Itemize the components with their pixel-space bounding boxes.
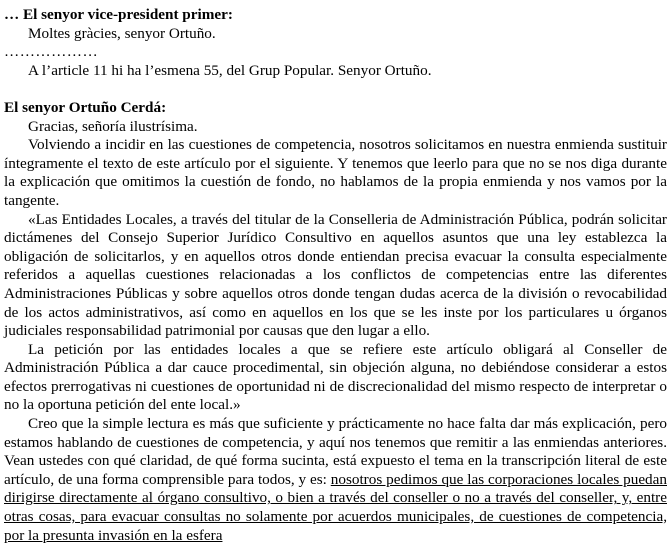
conclusion-underlined-text: nosotros pedimos que las corporaciones locales puedan dirigirse directamente al órgano consultivo, o bien a través del conseller o no a través del conseller, y, entre otras cosas, para evacuar consultas no solamente por acuerdos municipales, de cuestiones de competencia, por la presunta invasión en la esfera [4, 470, 667, 544]
spacer [4, 80, 667, 99]
paragraph-thanks: Moltes gràcies, senyor Ortuño. [28, 24, 216, 42]
paragraph-announcement: A l’article 11 hi ha l’esmena 55, del Grup Popular. Senyor Ortuño. [28, 61, 432, 79]
ellipsis-separator: ……………… [4, 43, 99, 61]
speaker-vice-president: … El senyor vice-president primer: [4, 6, 233, 23]
paragraph-conclusion [4, 415, 667, 545]
paragraph-greeting: Gracias, señoría ilustrísima. [28, 117, 198, 135]
speaker-ortuno: El senyor Ortuño Cerdá: [4, 98, 167, 116]
paragraph-intro: Volviendo a incidir en las cuestiones de competencia, nosotros solicitamos en nuestra enmienda sustituir íntegramente el texto de este artículo por el siguiente. Y tenemos que leerlo para que no se nos diga durante la explicación que omitimos la cuestión de fondo, no hablamos de la propia enmienda y nos vamos por la tangente. [4, 136, 667, 209]
conclusion-text: Creo que la simple lectura es más que suficiente y prácticamente no hace falta dar más explicación, pero estamos hablando de cuestiones de competencia, y aquí nos tenemos que remitir a las enmiendas anteriores. Vean ustedes con qué claridad, de qué forma sucinta, está expuesto el tema en la transcripción literal de este artículo, de una forma comprensible para todos, y es: [4, 415, 667, 488]
paragraph-quote-1: «Las Entidades Locales, a través del titular de la Conselleria de Administración Pública, podrán solicitar dictámenes del Consejo Superior Jurídico Consultivo en aquellos asuntos que una ley establezca la obligación de solicitarlos, y en aquellos otros donde entiendan precisa evacuar la consulta especialmente referidos a aquellas cuestiones relacionadas a los conflictos de competencias entre las diferentes Administraciones Públicas y sobre aquellos otros donde tengan dudas acerca de la división o revocabilidad de los actos administrativos, así como en aquellos en los que se les inste por los particulares u órganos judiciales responsabilidad patrimonial por causas que den lugar a ello. [4, 210, 667, 340]
paragraph-quote-2: La petición por las entidades locales a que se refiere este artículo obligará al Conseller de Administración Pública a dar cauce procedimental, sin objeción alguna, no debiéndose considerar a estos efectos prerrogativas ni cuestiones de oportunidad ni de discrecionalidad del mismo respecto de interpretar o no la oportuna petición del ente local.» [4, 340, 667, 414]
